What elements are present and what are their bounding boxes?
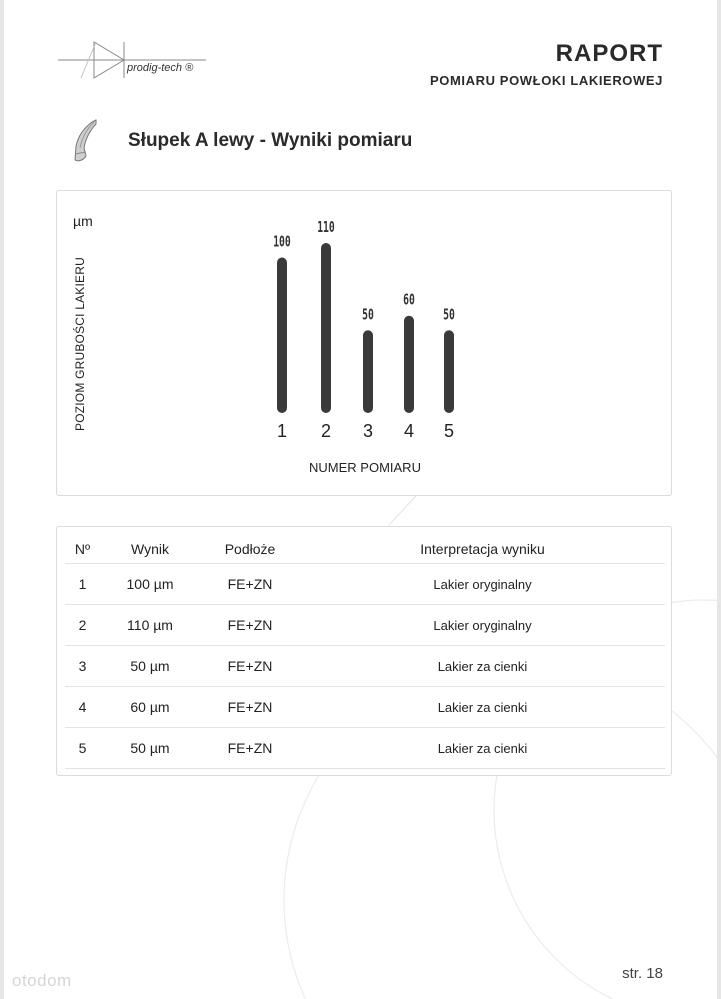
cell-substrate: FE+ZN bbox=[227, 699, 273, 715]
chart-data-label: 60 bbox=[403, 290, 415, 309]
cell-interpretation: Lakier oryginalny bbox=[433, 576, 532, 592]
chart-x-tick-label: 3 bbox=[362, 421, 374, 441]
chart-plot-area bbox=[57, 191, 673, 497]
watermark-text: otodom bbox=[12, 971, 72, 990]
cell-substrate: FE+ZN bbox=[227, 576, 273, 592]
chart-x-tick-label: 2 bbox=[320, 421, 332, 441]
chart-data-label: 110 bbox=[317, 217, 335, 236]
chart-x-tick-label: 1 bbox=[276, 421, 288, 441]
column-header-result: Wynik bbox=[131, 541, 169, 557]
section-title: Słupek A lewy - Wyniki pomiaru bbox=[128, 130, 413, 151]
table-row bbox=[65, 728, 665, 769]
car-pillar-icon bbox=[66, 118, 102, 166]
cell-number: 4 bbox=[78, 699, 87, 715]
page-number: str. 18 bbox=[622, 965, 663, 982]
cell-substrate: FE+ZN bbox=[227, 617, 273, 633]
table-row bbox=[65, 687, 665, 728]
cell-interpretation: Lakier za cienki bbox=[437, 740, 528, 756]
chart-x-axis-label: NUMER POMIARU bbox=[309, 460, 421, 475]
cell-substrate: FE+ZN bbox=[227, 658, 273, 674]
cell-interpretation: Lakier za cienki bbox=[437, 699, 528, 715]
cell-result: 110 µm bbox=[127, 617, 173, 633]
cell-result: 50 µm bbox=[130, 740, 170, 756]
column-header-substrate: Podłoże bbox=[224, 541, 276, 557]
column-header-number: Nº bbox=[74, 541, 91, 557]
chart-data-label: 50 bbox=[362, 305, 374, 323]
chart-data-label: 100 bbox=[273, 232, 291, 251]
cell-number: 3 bbox=[78, 658, 87, 674]
chart-x-tick-label: 5 bbox=[443, 421, 455, 441]
chart-unit-label: µm bbox=[73, 213, 93, 229]
cell-result: 100 µm bbox=[126, 576, 174, 592]
prodig-tech-logo bbox=[56, 38, 216, 82]
cell-interpretation: Lakier oryginalny bbox=[433, 617, 532, 633]
chart-data-label: 50 bbox=[443, 305, 455, 323]
cell-number: 5 bbox=[78, 740, 87, 756]
chart-x-tick-label: 4 bbox=[403, 421, 415, 441]
report-subtitle: POMIARU POWŁOKI LAKIEROWEJ bbox=[430, 73, 663, 88]
thickness-chart bbox=[56, 190, 672, 496]
chart-y-axis-label: POZIOM GRUBOŚCI LAKIERU bbox=[73, 257, 87, 431]
table-header-row bbox=[65, 535, 665, 564]
table-row bbox=[65, 646, 665, 687]
column-header-interpretation: Interpretacja wyniku bbox=[420, 541, 545, 557]
cell-number: 1 bbox=[78, 576, 87, 592]
cell-interpretation: Lakier za cienki bbox=[437, 658, 528, 674]
logo-text: prodig-tech ® bbox=[127, 62, 194, 74]
cell-result: 50 µm bbox=[130, 658, 170, 674]
cell-substrate: FE+ZN bbox=[227, 740, 273, 756]
cell-result: 60 µm bbox=[130, 699, 170, 715]
table-row bbox=[65, 564, 665, 605]
report-title: RAPORT bbox=[555, 40, 663, 67]
cell-number: 2 bbox=[78, 617, 87, 633]
results-table bbox=[56, 526, 672, 776]
table-row bbox=[65, 605, 665, 646]
